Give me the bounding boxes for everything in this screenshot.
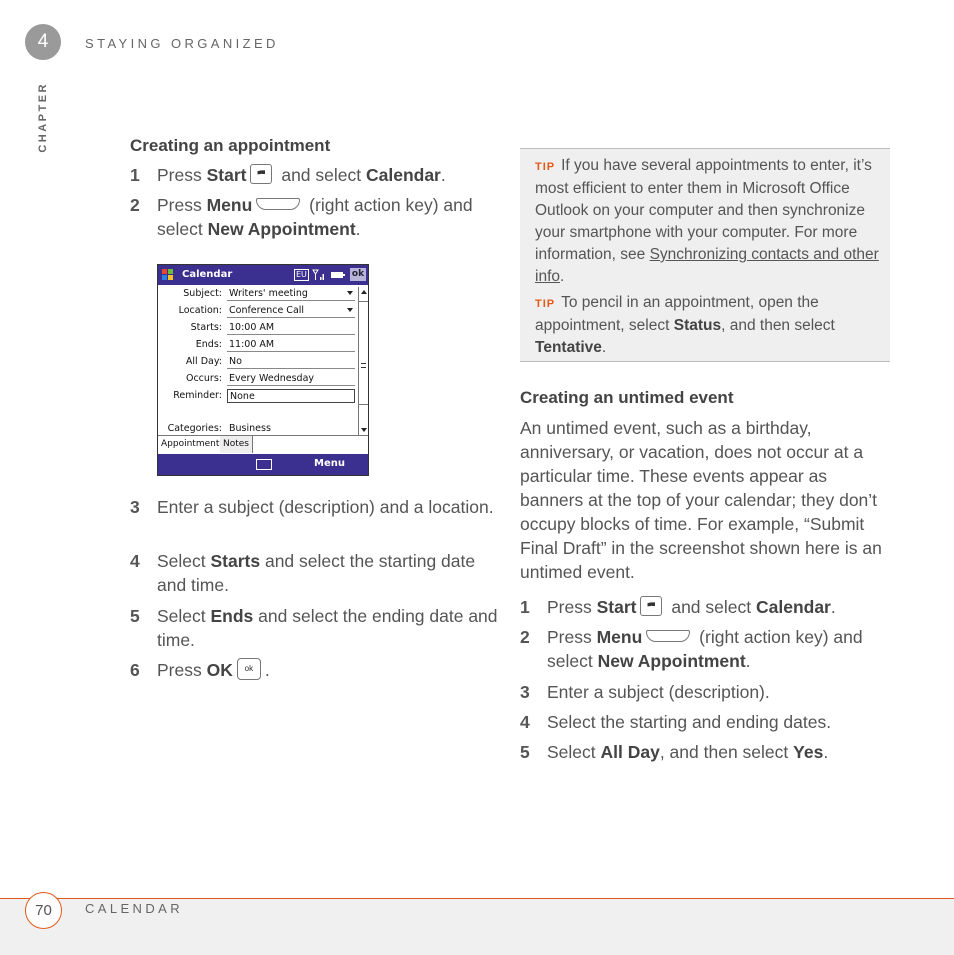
tip-2: TIP To pencil in an appointment, open the appointment, select Status, and then select Tentative.	[535, 294, 835, 356]
field-starts[interactable]: Starts: 10:00 AM	[158, 321, 358, 336]
left-step-5: 5 Select Ends and select the ending date and time.	[130, 606, 498, 650]
tab-appointment[interactable]: Appointment	[158, 436, 223, 453]
phone-tab-strip	[158, 435, 368, 454]
left-step-2: 2 Press Menu (right action key) and select New Appointment.	[130, 195, 473, 239]
start-key-icon	[640, 596, 662, 616]
right-step-2: 2 Press Menu (right action key) and select New Appointment.	[520, 627, 863, 671]
softkey-menu[interactable]: Menu	[314, 458, 345, 469]
running-footer: CALENDAR	[85, 901, 183, 916]
left-step-6: 6 Press OK ok .	[130, 660, 270, 680]
signal-strength-icon	[312, 269, 326, 281]
heading-creating-untimed-event: Creating an untimed event	[520, 388, 734, 407]
untimed-event-paragraph: An untimed event, such as a birthday, anniversary, or vacation, does not occur at a particular time. These events appear as banners at the top of your calendar; they don’t occupy blocks of time. For example, “Submit Final Draft” in the screenshot shown here is an untimed event.	[520, 418, 882, 582]
field-categories[interactable]: Categories: Business	[158, 422, 358, 437]
field-ends[interactable]: Ends: 11:00 AM	[158, 338, 358, 353]
tip-box	[520, 148, 890, 362]
phone-ok-button[interactable]: ok	[351, 269, 365, 279]
chapter-vertical-label: CHAPTER	[37, 82, 49, 153]
field-location[interactable]: Location: Conference Call	[158, 304, 358, 319]
start-key-icon	[250, 164, 272, 184]
dropdown-arrow-icon	[347, 291, 353, 295]
field-all-day[interactable]: All Day: No	[158, 355, 358, 370]
phone-softkey-bar	[158, 454, 368, 475]
right-step-5: 5 Select All Day, and then select Yes.	[520, 742, 829, 762]
dropdown-arrow-icon	[347, 308, 353, 312]
menu-key-icon	[646, 630, 690, 642]
calendar-new-appointment-screenshot	[157, 264, 369, 476]
right-step-1: 1 Press Start and select Calendar.	[520, 597, 836, 617]
phone-scrollbar[interactable]	[358, 287, 369, 435]
tip-1: TIP If you have several appointments to enter, it’s most efficient to enter them in Microsoft Office Outlook on your computer and then synchronize your smartphone with your computer. For more information, see Synchronizing contacts and other info.	[535, 157, 879, 285]
menu-key-icon	[256, 198, 300, 210]
battery-icon	[330, 269, 346, 281]
heading-creating-appointment: Creating an appointment	[130, 136, 331, 155]
chapter-number-badge: 4	[25, 24, 61, 60]
page-number: 70	[25, 892, 62, 929]
left-step-1: 1 Press Start and select Calendar.	[130, 165, 446, 185]
left-step-3: 3 Enter a subject (description) and a location.	[130, 497, 494, 517]
keyboard-icon[interactable]	[256, 459, 272, 470]
phone-app-title: Calendar	[182, 269, 233, 280]
field-subject[interactable]: Subject: Writers' meeting	[158, 287, 358, 302]
scroll-down-icon	[361, 428, 367, 432]
link-synchronizing-contacts[interactable]: Synchronizing contacts and other info	[535, 246, 879, 285]
phone-network-label: EU	[296, 270, 307, 279]
running-header: STAYING ORGANIZED	[85, 36, 279, 51]
phone-title-bar	[158, 265, 368, 285]
field-occurs[interactable]: Occurs: Every Wednesday	[158, 372, 358, 387]
ok-key-icon: ok	[237, 658, 261, 680]
left-step-4: 4 Select Starts and select the starting date and time.	[130, 551, 476, 595]
windows-flag-icon	[161, 268, 175, 282]
scroll-up-icon	[361, 290, 367, 294]
tab-notes[interactable]: Notes	[220, 436, 253, 453]
right-step-4: 4 Select the starting and ending dates.	[520, 712, 832, 732]
field-reminder[interactable]: Reminder: None	[158, 389, 358, 404]
right-step-3: 3 Enter a subject (description).	[520, 682, 770, 702]
